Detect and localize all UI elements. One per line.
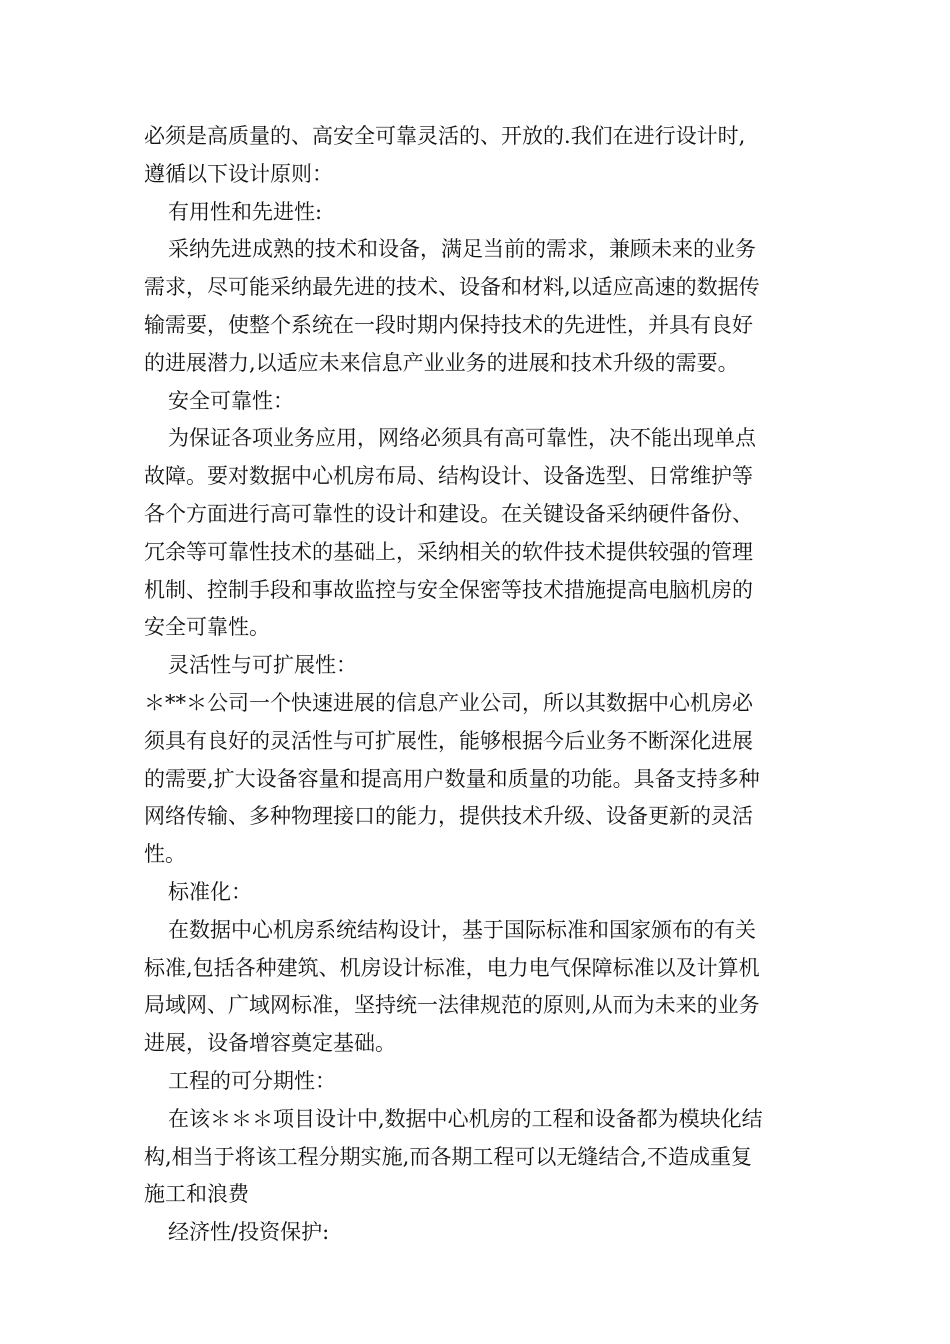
text-line: 标准,包括各种建筑、机房设计标准，电力电气保障标准以及计算机 xyxy=(144,955,760,980)
text-line: ＊**＊公司一个快速进展的信息产业公司，所以其数据中心机房必 xyxy=(144,690,753,715)
text-line: 安全可靠性。 xyxy=(144,615,270,640)
text-line: 在数据中心机房系统结构设计，基于国际标准和国家颁布的有关 xyxy=(168,917,756,942)
text-line: 机制、控制手段和事故监控与安全保密等技术措施提高电脑机房的 xyxy=(144,577,753,602)
text-line: 输需要，使整个系统在一段时期内保持技术的先进性，并具有良好 xyxy=(144,312,753,337)
text-line: 采纳先进成熟的技术和设备，满足当前的需求，兼顾未来的业务 xyxy=(168,237,756,262)
text-line: 安全可靠性： xyxy=(168,388,294,413)
document-body xyxy=(144,118,814,1252)
text-line: 灵活性与可扩展性： xyxy=(168,653,357,678)
text-line: 为保证各项业务应用，网络必须具有高可靠性，决不能出现单点 xyxy=(168,426,756,451)
text-line: 各个方面进行高可靠性的设计和建设。在关键设备采纳硬件备份、 xyxy=(144,501,753,526)
text-line: 遵循以下设计原则： xyxy=(144,161,333,186)
text-line: 冗余等可靠性技术的基础上，采纳相关的软件技术提供较强的管理 xyxy=(144,539,753,564)
text-line: 工程的可分期性： xyxy=(168,1068,336,1093)
text-line: 标准化： xyxy=(168,879,252,904)
text-line: 性。 xyxy=(144,842,186,867)
text-line: 局域网、广域网标准，坚持统一法律规范的原则,从而为未来的业务 xyxy=(144,993,760,1018)
text-line: 的需要,扩大设备容量和提高用户数量和质量的功能。具备支持多种 xyxy=(144,766,760,791)
text-line: 网络传输、多种物理接口的能力，提供技术升级、设备更新的灵活 xyxy=(144,804,753,829)
text-line: 需求，尽可能采纳最先进的技术、设备和材料,以适应高速的数据传 xyxy=(144,275,760,300)
text-line: 在该＊＊＊项目设计中,数据中心机房的工程和设备都为模块化结 xyxy=(168,1106,763,1131)
text-line: 有用性和先进性: xyxy=(168,199,323,224)
text-line: 进展，设备增容奠定基础。 xyxy=(144,1031,396,1056)
text-line: 的进展潜力,以适应未来信息产业业务的进展和技术升级的需要。 xyxy=(144,350,739,375)
text-line: 须具有良好的灵活性与可扩展性，能够根据今后业务不断深化进展 xyxy=(144,728,753,753)
text-line: 构,相当于将该工程分期实施,而各期工程可以无缝结合,不造成重复 xyxy=(144,1144,753,1169)
text-line: 故障。要对数据中心机房布局、结构设计、设备选型、日常维护等 xyxy=(144,464,753,489)
text-line: 经济性/投资保护: xyxy=(168,1220,330,1245)
text-line: 施工和浪费 xyxy=(144,1182,249,1207)
text-line: 必须是高质量的、高安全可靠灵活的、开放的.我们在进行设计时, xyxy=(144,124,746,148)
